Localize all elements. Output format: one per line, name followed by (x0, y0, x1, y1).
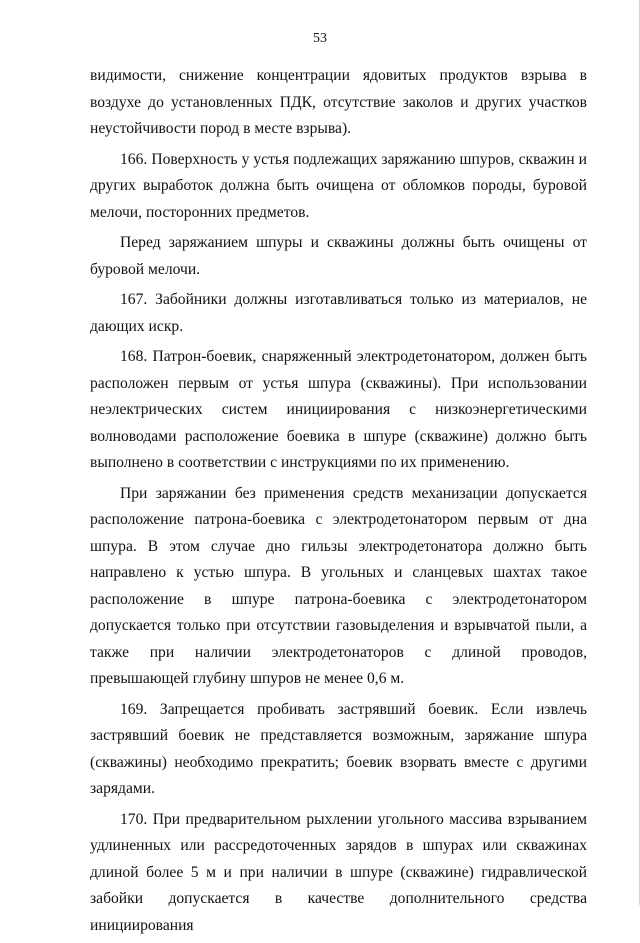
page-number: 53 (313, 31, 327, 46)
paragraph-168-manual-charging: При заряжании без применения средств механизации допускается расположение патрона-боевика с электродетонатором первым от дна шпура. В этом случае дно гильзы электродетонатора должно быть направлено к устью шпура. В угольных и сланцевых шахтах такое расположение в шпуре патрона-боевика с электродетонатором допускается только при отсутствии газовыделения и взрывчатой пыли, а также при наличии электродетонаторов с длиной проводов, превышающей глубину шпуров не менее 0,6 м. (90, 484, 587, 687)
paragraph-166: 166. Поверхность у устья подлежащих заряжанию шпуров, скважин и других выработок должна быть очищена от обломков породы, буровой мелочи, посторонних предметов. (90, 150, 587, 221)
paragraph-169: 169. Запрещается пробивать застрявший боевик. Если извлечь застрявший боевик не представляется возможным, заряжание шпура (скважины) необходимо прекратить; боевик взорвать вместе с другими зарядами. (90, 700, 587, 797)
paragraph-167: 167. Забойники должны изготавливаться только из материалов, не дающих искр. (90, 291, 587, 335)
document-body (90, 63, 587, 943)
paragraph-continuation: видимости, снижение концентрации ядовитых продуктов взрыва в воздухе до установленных ПДК, отсутствие заколов и других участков неустойчивости пород в месте взрыва). (90, 67, 587, 137)
paragraph-166-cleaning: Перед заряжанием шпуры и скважины должны быть очищены от буровой мелочи. (90, 234, 587, 278)
paragraph-168: 168. Патрон-боевик, снаряженный электродетонатором, должен быть расположен первым от устья шпура (скважины). При использовании неэлектрических систем инициирования с низкоэнергетическими волноводами расположение боевика в шпуре (скважине) должно быть выполнено в соответствии с инструкциями по их применению. (90, 348, 587, 471)
paragraph-170: 170. При предварительном рыхлении угольного массива взрыванием удлиненных или рассредоточенных зарядов в шпурах или скважинах длиной более 5 м и при наличии в шпуре (скважине) гидравлической забойки допускается в качестве дополнительного средства инициирования (90, 810, 587, 934)
